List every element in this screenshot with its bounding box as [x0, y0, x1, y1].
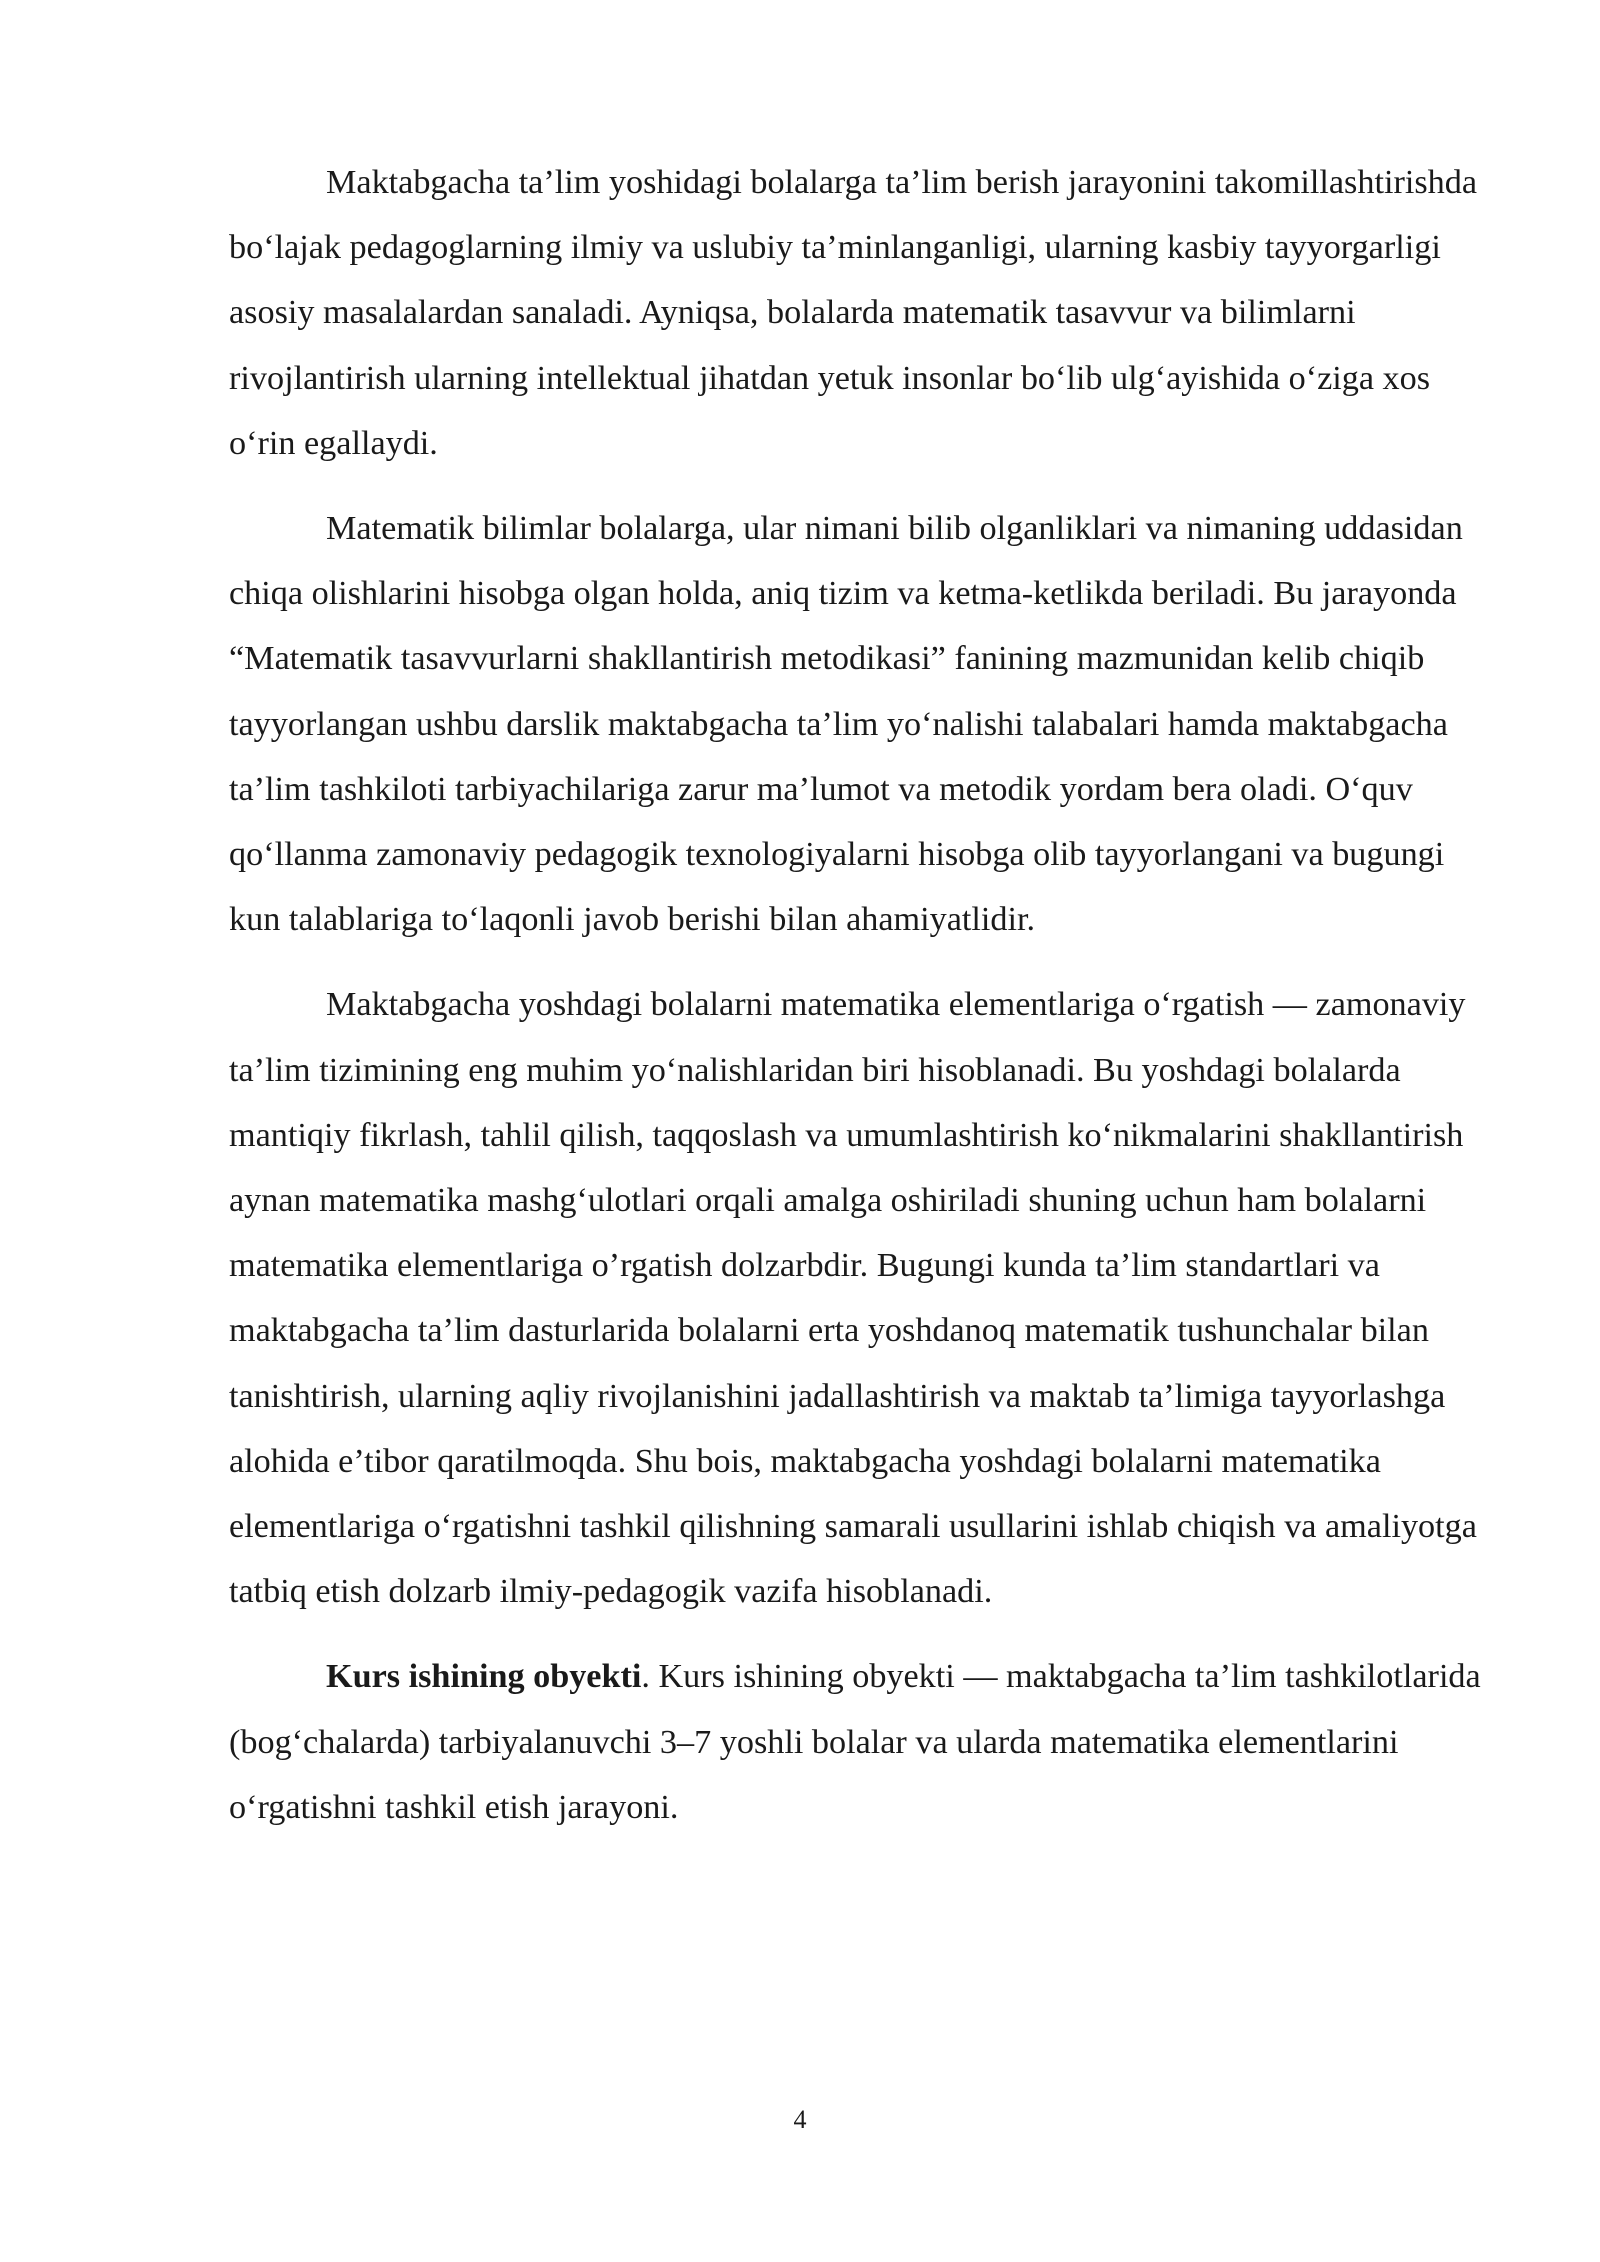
paragraph-2: Matematik bilimlar bolalarga, ular nimani bilib olganliklari va nimaning uddasidan chiqa olishlarini hisobga olgan holda, aniq tizim va ketma-ketlikda beriladi. Bu jarayonda “Matematik tasavvurlarni shakllantirish metodikasi” fanining mazmunidan kelib chiqib tayyorlangan ushbu darslik maktabgacha ta’lim yo‘nalishi talabalari hamda maktabgacha ta’lim tashkiloti tarbiyachilariga zarur ma’lumot va metodik yordam bera oladi. O‘quv qo‘llanma zamonaviy pedagogik texnologiyalarni hisobga olib tayyorlangani va bugungi kun talablariga to‘laqonli javob berishi bilan ahamiyatlidir.	[229, 510, 1463, 939]
object-text: . Kurs ishining obyekti — maktabgacha ta’lim tashkilotlarida (bog‘chalarda) tarbiyalanuvchi 3–7 yoshli bolalar va ularda matematika elementlarini o‘rgatishni tashkil etish jarayoni.	[229, 1658, 1481, 1826]
object-heading: Kurs ishining obyekti	[326, 1658, 642, 1696]
paragraph-1: Maktabgacha ta’lim yoshidagi bolalarga ta’lim berish jarayonini takomillashtirishda bo‘lajak pedagoglarning ilmiy va uslubiy ta’minlanganligi, ularning kasbiy tayyorgarligi asosiy masalalardan sanaladi. Ayniqsa, bolalarda matematik tasavvur va bilimlarni rivojlantirish ularning intellektual jihatdan yetuk insonlar bo‘lib ulg‘ayishida o‘ziga xos o‘rin egallaydi.	[229, 164, 1477, 462]
body-text	[229, 150, 1489, 1860]
page-number: 4	[793, 2105, 807, 2134]
paragraph-object	[229, 1644, 1489, 1840]
paragraph-3: Maktabgacha yoshdagi bolalarni matematika elementlariga o‘rgatish — zamonaviy ta’lim tizimining eng muhim yo‘nalishlaridan biri hisoblanadi. Bu yoshdagi bolalarda mantiqiy fikrlash, tahlil qilish, taqqoslash va umumlashtirish ko‘nikmalarini shakllantirish aynan matematika mashg‘ulotlari orqali amalga oshiriladi shuning uchun ham bolalarni matematika elementlariga o’rgatish dolzarbdir. Bugungi kunda ta’lim standartlari va maktabgacha ta’lim dasturlarida bolalarni erta yoshdanoq matematik tushunchalar bilan tanishtirish, ularning aqliy rivojlanishini jadallashtirish va maktab ta’limiga tayyorlashga alohida e’tibor qaratilmoqda. Shu bois, maktabgacha yoshdagi bolalarni matematika elementlariga o‘rgatishni tashkil qilishning samarali usullarini ishlab chiqish va amaliyotga tatbiq etish dolzarb ilmiy-pedagogik vazifa hisoblanadi.	[229, 986, 1477, 1611]
